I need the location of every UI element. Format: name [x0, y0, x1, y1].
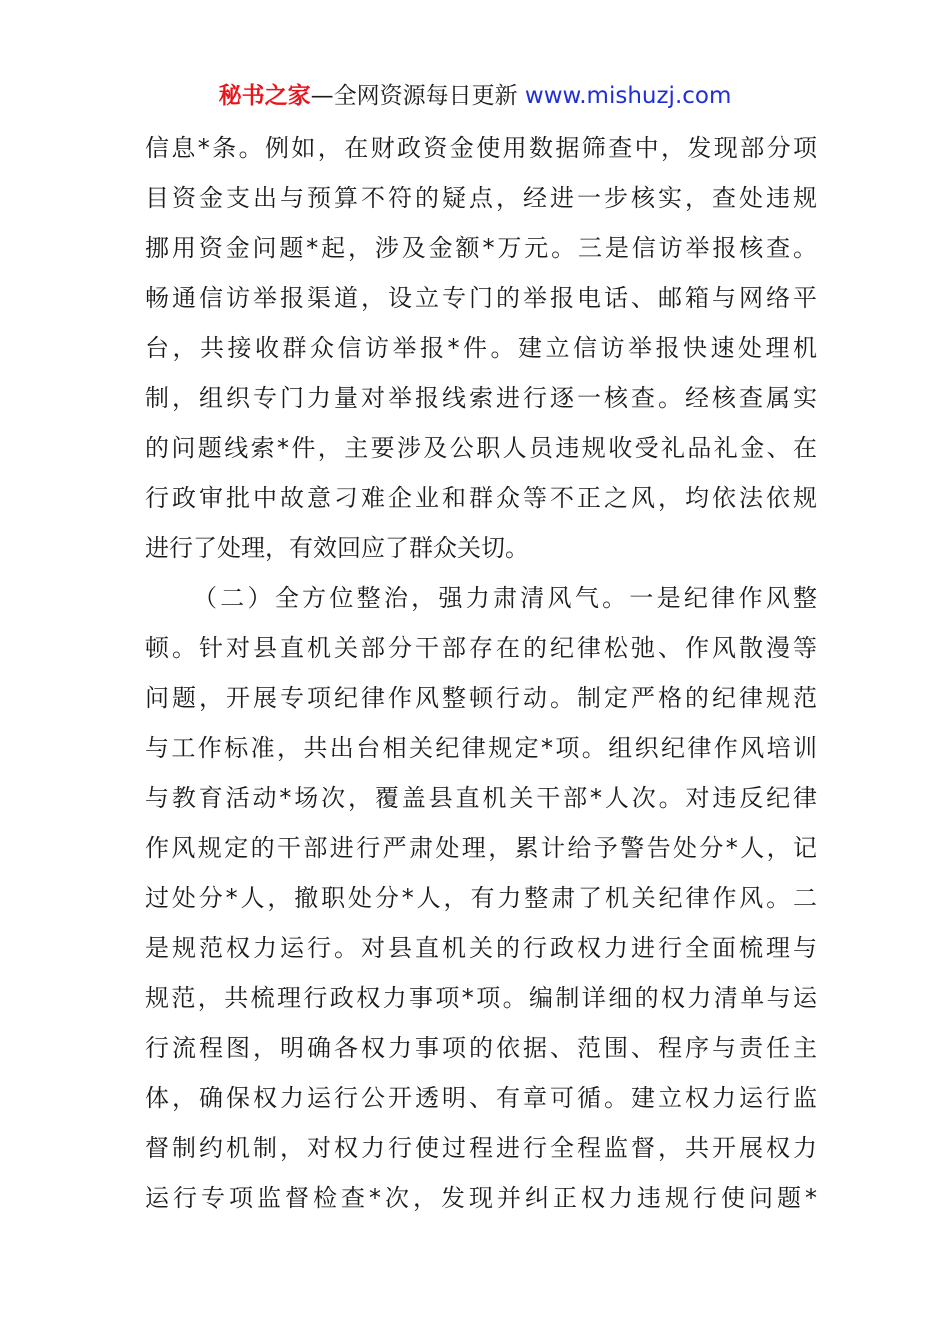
text-line: 进行了处理，有效回应了群众关切。: [145, 534, 529, 562]
text-line: 信息*条。例如，在财政资金使用数据筛查中，发现部分项: [145, 134, 817, 162]
text-line: 行政审批中故意刁难企业和群众等不正之风，均依法依规: [145, 484, 817, 512]
document-body: [145, 123, 817, 1223]
text-line: 督制约机制，对权力行使过程进行全程监督，共开展权力: [145, 1134, 817, 1162]
text-line: 的问题线索*件，主要涉及公职人员违规收受礼品礼金、在: [145, 434, 817, 462]
text-line: 规范，共梳理行政权力事项*项。编制详细的权力清单与运: [145, 984, 817, 1012]
text-line: 顿。针对县直机关部分干部存在的纪律松弛、作风散漫等: [145, 634, 817, 662]
site-brand: 秘书之家: [218, 83, 311, 109]
text-line: 问题，开展专项纪律作风整顿行动。制定严格的纪律规范: [145, 684, 817, 712]
text-line: 运行专项监督检查*次，发现并纠正权力违规行使问题*: [145, 1184, 817, 1212]
text-line: 作风规定的干部进行严肃处理，累计给予警告处分*人，记: [145, 834, 817, 862]
text-line: 畅通信访举报渠道，设立专门的举报电话、邮箱与网络平: [145, 284, 817, 312]
text-line: 体，确保权力运行公开透明、有章可循。建立权力运行监: [145, 1084, 817, 1112]
site-tagline: —全网资源每日更新: [310, 83, 525, 109]
text-line: 目资金支出与预算不符的疑点，经进一步核实，查处违规: [145, 184, 817, 212]
site-header: [0, 80, 950, 112]
text-line: 与教育活动*场次，覆盖县直机关干部*人次。对违反纪律: [145, 784, 817, 812]
section-heading-line: （二）全方位整治，强力肃清风气。一是纪律作风整: [193, 584, 817, 612]
text-line: 与工作标准，共出台相关纪律规定*项。组织纪律作风培训: [145, 734, 817, 762]
text-line: 台，共接收群众信访举报*件。建立信访举报快速处理机: [145, 334, 817, 362]
text-line: 过处分*人，撤职处分*人，有力整肃了机关纪律作风。二: [145, 884, 817, 912]
text-line: 是规范权力运行。对县直机关的行政权力进行全面梳理与: [145, 934, 817, 962]
text-line: 挪用资金问题*起，涉及金额*万元。三是信访举报核查。: [145, 234, 817, 262]
text-line: 行流程图，明确各权力事项的依据、范围、程序与责任主: [145, 1034, 817, 1062]
site-url[interactable]: www.mishuzj.com: [524, 83, 732, 109]
text-line: 制，组织专门力量对举报线索进行逐一核查。经核查属实: [145, 384, 817, 412]
